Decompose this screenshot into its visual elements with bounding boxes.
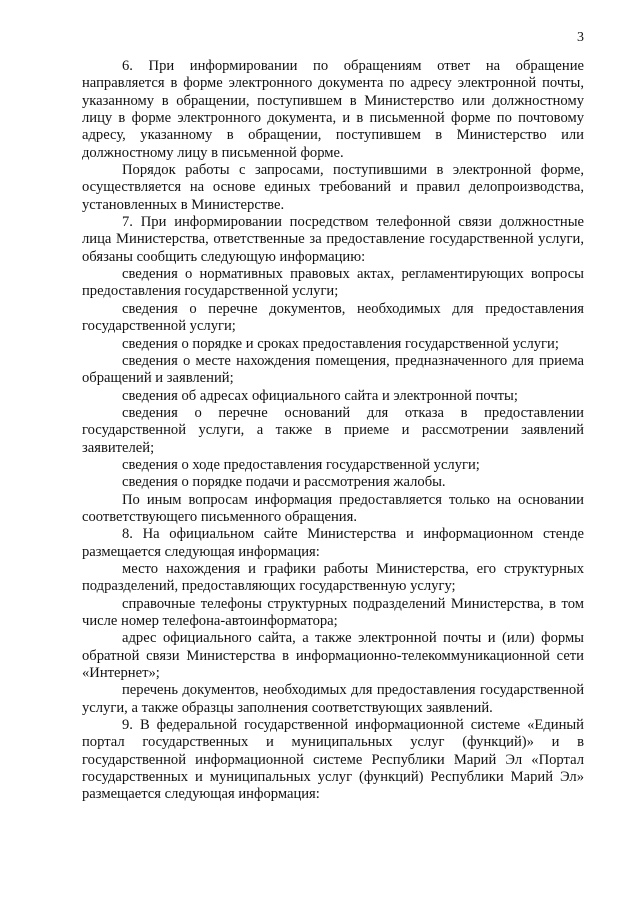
paragraph: сведения о перечне документов, необходимых для предоставления государственной услуги; [82, 300, 584, 335]
paragraph: сведения о порядке подачи и рассмотрения жалобы. [122, 474, 446, 491]
paragraph: сведения о нормативных правовых актах, регламентирующих вопросы предоставления государственной услуги; [82, 266, 584, 300]
paragraph: 8. На официальном сайте Министерства и информационном стенде размещается следующая информация: [82, 526, 584, 560]
paragraph: перечень документов, необходимых для предоставления государственной услуги, а также образцы заполнения соответствующих заявлений. [82, 682, 584, 716]
paragraph: 6. При информировании по обращениям ответ на обращение направляется в форме электронного документа по адресу электронной почты, указанному в обращении, поступившем в Министерство или должностному лицу в форме электронного документа, и в письменной форме по почтовому адресу, указанному в обращении, поступившем в Министерство или должностному лицу в письменной форме. [82, 58, 584, 161]
paragraph: сведения о месте нахождения помещения, предназначенного для приема обращений и заявлений; [82, 352, 584, 387]
paragraph: сведения о порядке и сроках предоставления государственной услуги; [122, 335, 559, 352]
paragraph: 9. В федеральной государственной информационной системе «Единый портал государственных и муниципальных услуг (функций)» и в государственной информационной системе Республики Марий Эл «Портал государственных и муниципальных услуг (функций) Республики Марий Эл» размещается следующая информация: [82, 717, 584, 803]
paragraph: сведения об адресах официального сайта и электронной почты; [122, 387, 518, 404]
paragraph: сведения о ходе предоставления государственной услуги; [122, 456, 480, 473]
paragraph: место нахождения и графики работы Министерства, его структурных подразделений, предоставляющих государственную услугу; [82, 560, 584, 595]
paragraph: Порядок работы с запросами, поступившими в электронной форме, осуществляется на основе единых требований и правил делопроизводства, установленных в Министерстве. [82, 162, 584, 213]
paragraph: По иным вопросам информация предоставляется только на основании соответствующего письменного обращения. [82, 491, 584, 525]
paragraph: 7. При информировании посредством телефонной связи должностные лица Министерства, ответственные за предоставление государственной услуги, обязаны сообщить следующую информацию: [82, 214, 584, 265]
paragraph: адрес официального сайта, а также электронной почты и (или) формы обратной связи Министерства в информационно-телекоммуникационной сети «Интернет»; [82, 630, 584, 682]
page-number: 3 [577, 30, 584, 45]
document-body [82, 58, 584, 804]
paragraph: справочные телефоны структурных подразделений Министерства, в том числе номер телефона-автоинформатора; [82, 595, 584, 629]
paragraph: сведения о перечне оснований для отказа в предоставлении государственной услуги, а также в приеме и рассмотрении заявлений заявителей; [82, 404, 584, 456]
